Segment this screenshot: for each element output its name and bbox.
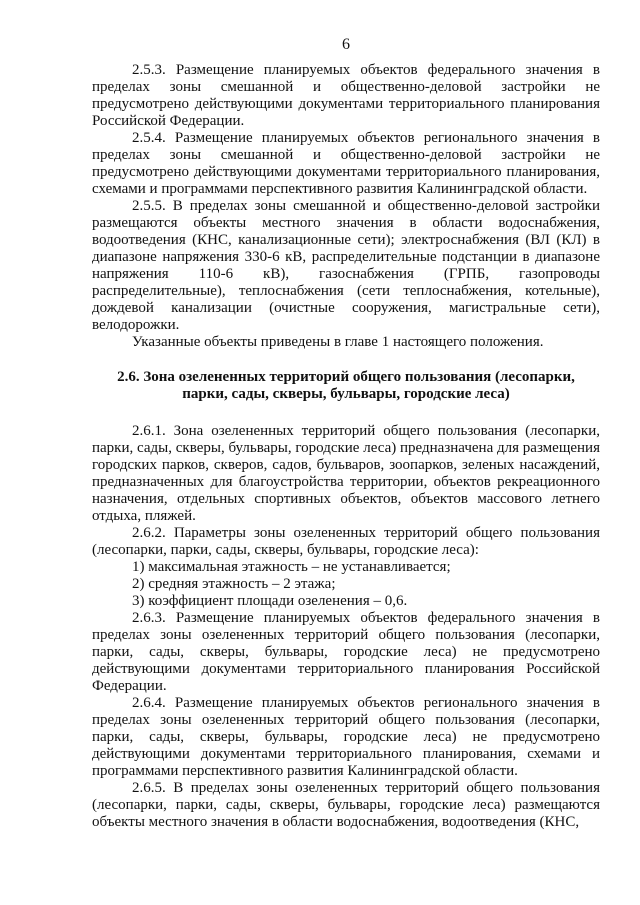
list-item: 2) средняя этажность – 2 этажа; xyxy=(132,576,336,592)
list-item: 3) коэффициент площади озеленения – 0,6. xyxy=(132,593,408,609)
list-item: 1) максимальная этажность – не устанавливается; xyxy=(132,559,451,575)
paragraph-2-6-2: 2.6.2. Параметры зоны озелененных территорий общего пользования (лесопарки, парки, сады, скверы, бульвары, городские леса): xyxy=(92,525,600,558)
paragraph-2-6-1: 2.6.1. Зона озелененных территорий общего пользования (лесопарки, парки, сады, скверы, бульвары, городские леса) предназначена для размещения городских парков, скверов, садов, бульваров, зоопарков, зеленых насаждений, предназначенных для благоустройства территории, объектов рекреационного назначения, отдельных спортивных объектов, объектов массового летнего отдыха, пляжей. xyxy=(92,423,600,524)
paragraph-2-6-3: 2.6.3. Размещение планируемых объектов федерального значения в пределах зоны озелененных территорий общего пользования (лесопарки, парки, сады, скверы, бульвары, городские леса) не предусмотрено действующими документами территориального планирования Российской Федерации. xyxy=(92,610,600,694)
paragraph-note: Указанные объекты приведены в главе 1 настоящего положения. xyxy=(132,334,544,350)
section-heading-2-6: 2.6. Зона озелененных территорий общего пользования (лесопарки, парки, сады, скверы, бульвары, городские леса) xyxy=(117,369,575,402)
paragraph-2-5-4: 2.5.4. Размещение планируемых объектов регионального значения в пределах зоны смешанной и общественно-деловой застройки не предусмотрено действующими документами территориального планирования, схемами и программами перспективного развития Калининградской области. xyxy=(92,130,600,197)
page-number: 6 xyxy=(342,36,350,53)
paragraph-2-6-5: 2.6.5. В пределах зоны озелененных территорий общего пользования (лесопарки, парки, сады, скверы, бульвары, городские леса) размещаются объекты местного значения в области водоснабжения, водоотведения (КНС, xyxy=(92,780,600,830)
paragraph-2-5-5: 2.5.5. В пределах зоны смешанной и общественно-деловой застройки размещаются объекты местного значения в области водоснабжения, водоотведения (КНС, канализационные сети); электроснабжения (ВЛ (КЛ) в диапазоне напряжения 330-6 кВ, распределительные подстанции в диапазоне напряжения 110-6 кВ), газоснабжения (ГРПБ, газопроводы распределительные), теплоснабжения (сети теплоснабжения, котельные), дождевой канализации (очистные сооружения, магистральные сети), велодорожки. xyxy=(92,198,600,333)
paragraph-2-5-3: 2.5.3. Размещение планируемых объектов федерального значения в пределах зоны смешанной и общественно-деловой застройки не предусмотрено действующими документами территориального планирования Российской Федерации. xyxy=(92,62,600,129)
paragraph-2-6-4: 2.6.4. Размещение планируемых объектов регионального значения в пределах зоны озелененных территорий общего пользования (лесопарки, парки, сады, скверы, бульвары, городские леса) не предусмотрено действующими документами территориального планирования, схемами и программами перспективного развития Калининградской области. xyxy=(92,695,600,779)
